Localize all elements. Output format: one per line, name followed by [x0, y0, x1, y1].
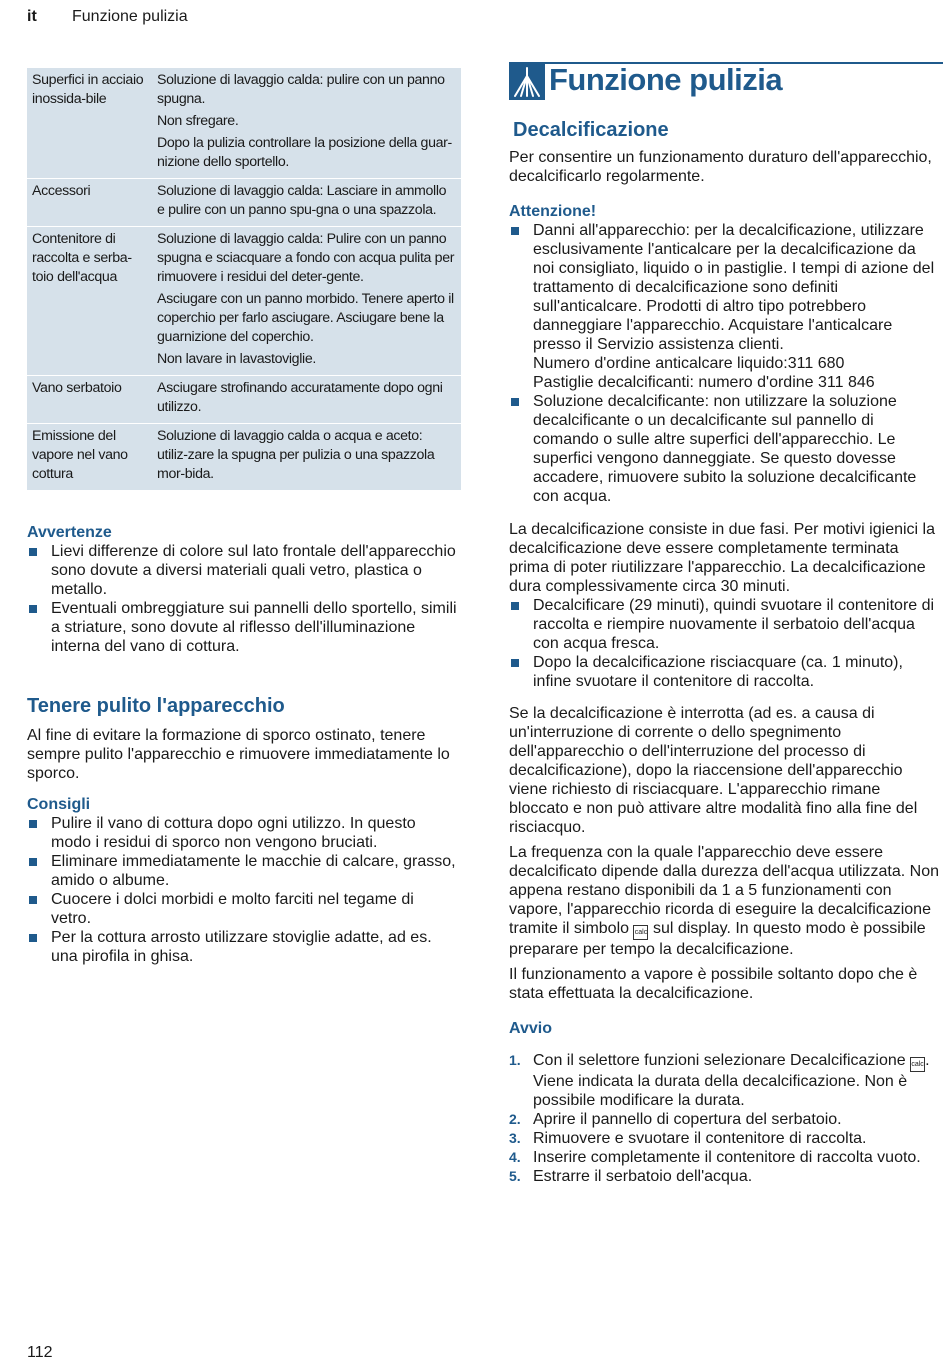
step-text: Rimuovere e svuotare il contenitore di raccolta. [533, 1130, 867, 1147]
decal-intro: Per consentire un funzionamento duraturo dell'apparecchio, decalcificarlo regolarmente. [509, 149, 932, 185]
page-number: 112 [27, 1344, 53, 1361]
frequency-text [509, 843, 941, 959]
list-item: Eventuali ombreggiature sui pannelli dello sportello, simili a striature, sono dovute al riflesso dell'illuminazione interna del vano di cottura. [27, 599, 457, 656]
table-cell-item: Emissione del vapore nel vano cottura [27, 424, 151, 491]
order-number-tablets: Pastiglie decalcificanti: numero d'ordine 311 846 [533, 374, 875, 391]
list-item: Soluzione decalcificante: non utilizzare la soluzione decalcificante o un decalcificante sul pannello di comando o sulle altre superfici dell'apparecchio. Le superfici vengono danneggiate. Se questo dovesse accadere, rimuovere subito la soluzione decalcificante con acqua. [509, 392, 941, 506]
phases-list [509, 596, 941, 691]
table-cell-item: Contenitore di raccolta e serba-toio dell'acqua [27, 227, 151, 376]
instruction-line: Soluzione di lavaggio calda: Lasciare in ammollo e pulire con un panno spu-gna o una spazzola. [157, 183, 447, 218]
running-header-title: Funzione pulizia [72, 8, 188, 25]
phases-text: La decalcificazione consiste in due fasi. Per motivi igienici la decalcificazione deve essere completamente terminata prima di poter riutilizzare l'apparecchio. La decalcificazione dura complessivamente circa 30 minuti. [509, 521, 935, 595]
frequency-text-b: sul display. In questo modo è possibile preparare per tempo la decalcificazione. [509, 920, 926, 958]
instruction-line: Dopo la pulizia controllare la posizione della guar-nizione dello sportello. [157, 135, 452, 170]
table-cell-instructions [151, 227, 461, 376]
warnings-heading: Avvertenze [27, 524, 112, 541]
table-cell-instructions [151, 179, 461, 227]
list-item: Lievi differenze di colore sul lato frontale dell'apparecchio sono dovute a diversi materiali quali vetro, plastica o metallo. [27, 542, 457, 599]
instruction-line: Soluzione di lavaggio calda: Pulire con un panno spugna e sciacquare a fondo con acqua pulita per rimuovere i residui del deter-gente. [157, 231, 455, 285]
instruction-line: Non sfregare. [157, 113, 239, 129]
keep-clean-text: Al fine di evitare la formazione di sporco ostinato, tenere sempre pulito l'apparecchio e rimuovere immediatamente lo sporco. [27, 727, 450, 782]
decalcification-heading: Decalcificazione [513, 119, 669, 141]
frequency-text-a: La frequenza con la quale l'apparecchio deve essere decalcificato dipende dalla durezza dell'acqua utilizzata. Non appena restano disponibili da 1 a 5 funzionamenti con vapore, l'apparecchio ricorda di eseguire la decalcificazione tramite il simbolo [509, 844, 939, 937]
instruction-line: Soluzione di lavaggio calda: pulire con un panno spugna. [157, 72, 445, 107]
interrupt-text: Se la decalcificazione è interrotta (ad es. a causa di un'interruzione di corrente o dello spegnimento dell'apparecchio o dell'interruzione del processo di decalcificazione), dopo la riaccensione dell'apparecchio viene richiesto di risciacquare. L'apparecchio rimane bloccato e non può attivare altre modalità fino alla fine del risciacquo. [509, 705, 918, 836]
cleaning-spray-icon [509, 64, 545, 100]
attention-heading: Attenzione! [509, 203, 597, 220]
table-cell-instructions [151, 424, 461, 491]
step-text: Aprire il pannello di copertura del serbatoio. [533, 1111, 842, 1128]
list-item [509, 1167, 941, 1186]
step-number: 4. [509, 1149, 521, 1165]
list-item [509, 1110, 941, 1129]
table-cell-item: Accessori [27, 179, 151, 227]
step-number: 3. [509, 1130, 521, 1146]
step-number: 2. [509, 1111, 521, 1127]
list-item [509, 1148, 941, 1167]
list-item: Pulire il vano di cottura dopo ogni utilizzo. In questo modo i residui di sporco non vengono bruciati. [27, 814, 457, 852]
instruction-line: Asciugare con un panno morbido. Tenere aperto il coperchio per farlo asciugare. Asciugare bene la guarnizione del coperchio. [157, 291, 454, 345]
step-text: Con il selettore funzioni selezionare Decalcificazione [533, 1052, 906, 1069]
keep-clean-heading: Tenere pulito l'apparecchio [27, 695, 285, 717]
list-item: Per la cottura arrosto utilizzare stoviglie adatte, ad es. una pirofila in ghisa. [27, 928, 457, 966]
start-heading: Avvio [509, 1020, 552, 1037]
list-item: Cuocere i dolci morbidi e molto farciti nel tegame di vetro. [27, 890, 457, 928]
start-steps [509, 1051, 941, 1186]
instruction-line: Soluzione di lavaggio calda o acqua e aceto: utiliz-zare la spugna per pulizia o una spazzola mor-bida. [157, 428, 435, 482]
table-row [27, 227, 461, 376]
cleaning-table [27, 68, 461, 490]
order-number-liquid: Numero d'ordine anticalcare liquido:311 680 [533, 355, 845, 372]
step-note: Viene indicata la durata della decalcificazione. Non è possibile modificare la durata. [533, 1073, 908, 1109]
list-item: Eliminare immediatamente le macchie di calcare, grasso, amido o albume. [27, 852, 457, 890]
table-cell-item: Vano serbatoio [27, 376, 151, 424]
right-column [509, 148, 941, 1186]
list-item [509, 1129, 941, 1148]
step-number: 1. [509, 1052, 521, 1068]
step-text: Estrarre il serbatoio dell'acqua. [533, 1168, 753, 1185]
section-header [509, 62, 943, 102]
list-item: 1. Con il selettore funzioni selezionare Decalcificazione calc. Viene indicata la durata della decalcificazione. Non è possibile modificare la durata. [509, 1052, 930, 1109]
section-title: Funzione pulizia [549, 62, 783, 97]
tips-heading: Consigli [27, 796, 91, 813]
attention-list [509, 221, 941, 506]
warnings-list [27, 542, 457, 656]
list-item: Dopo la decalcificazione risciacquare (ca. 1 minuto), infine svuotare il contenitore di raccolta. [509, 653, 941, 691]
step-number: 5. [509, 1168, 521, 1184]
calc-symbol-icon: calc [633, 925, 648, 940]
table-row [27, 376, 461, 424]
step-text: Inserire completamente il contenitore di raccolta vuoto. [533, 1149, 921, 1166]
list-item: Decalcificare (29 minuti), quindi svuotare il contenitore di raccolta e riempire nuovamente il serbatoio dell'acqua con acqua fresca. [509, 596, 941, 653]
attention-text: Danni all'apparecchio: per la decalcificazione, utilizzare esclusivamente l'anticalcare per la decalcificazione da noi consigliato, liquido o in pastiglie. I tempi di azione del trattamento di decalcificazione sono definiti sull'anticalcare. Prodotti di altro tipo potrebbero danneggiare l'apparecchio. Acquistare l'anticalcare presso il Servizio assistenza clienti. [533, 222, 935, 353]
left-column [27, 523, 457, 966]
table-cell-item: Superfici in acciaio inossida-bile [32, 72, 144, 107]
table-row [27, 179, 461, 227]
table-row [27, 68, 461, 179]
instruction-line: Non lavare in lavastoviglie. [157, 351, 316, 367]
list-item [509, 221, 941, 392]
steam-text: Il funzionamento a vapore è possibile soltanto dopo che è stata effettuata la decalcificazione. [509, 966, 918, 1002]
calc-symbol-icon: calc [910, 1057, 925, 1072]
table-cell-instructions [151, 376, 461, 424]
tips-list [27, 814, 457, 966]
instruction-line: Asciugare strofinando accuratamente dopo ogni utilizzo. [157, 380, 443, 415]
table-cell-instructions [151, 68, 461, 179]
table-row [27, 424, 461, 491]
language-code: it [27, 8, 37, 25]
